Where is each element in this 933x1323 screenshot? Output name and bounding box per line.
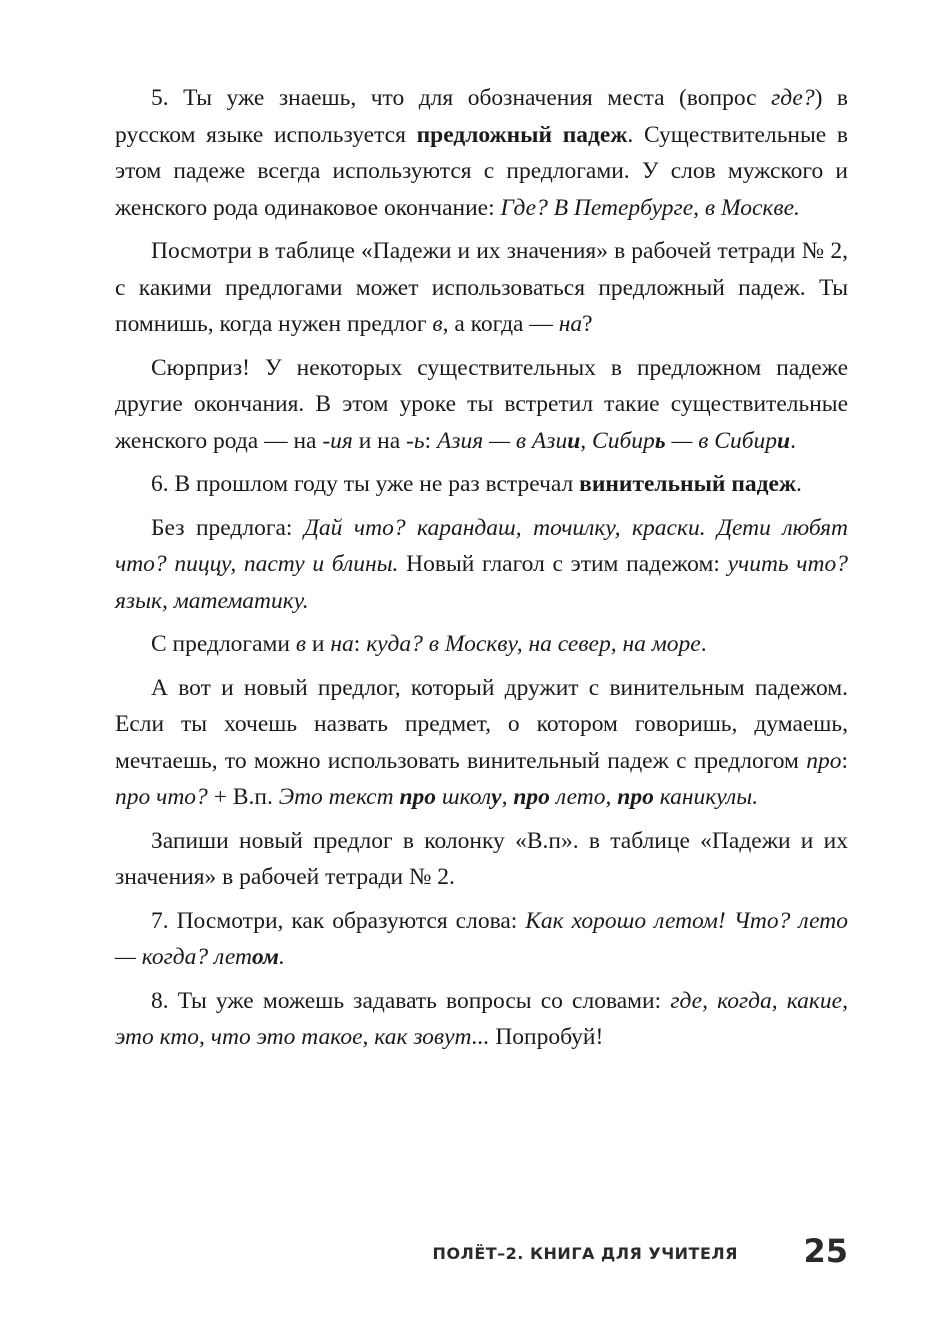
text-run: , а когда — (442, 311, 559, 337)
text-run: : (424, 427, 438, 454)
text-run: Как хорошо летом! Что? лето — когда? лет (115, 907, 848, 970)
text-run: -ь (406, 427, 425, 454)
text-run: Сюрприз! У некоторых существительных в предложном падеже другие окончания. В этом уроке ты встретил такие существительные женского рода — на (115, 354, 848, 454)
text-run: Посмотри в таблице «Падежи и их значения» в рабочей тетради № 2, с какими предлогами может использоваться предложный падеж. Ты помнишь, когда нужен предлог (115, 238, 848, 337)
text-run: винительный падеж (579, 471, 796, 497)
text-run: и (777, 427, 791, 454)
text-run: ) в русском языке используется (115, 85, 849, 148)
text-run: в (295, 631, 307, 657)
paragraph (115, 823, 848, 896)
text-run: . (278, 944, 285, 970)
text-run: Попробуй! (489, 1024, 604, 1050)
text-run: , Си (580, 427, 620, 454)
text-run: где? (771, 85, 815, 111)
text-run: ом (251, 944, 279, 970)
text-run: и (306, 631, 331, 657)
text-run: 6. В прошлом году ты уже не раз встречал (151, 471, 580, 497)
text-run: про (617, 784, 654, 810)
text-run: на (558, 311, 583, 337)
text-run: — в Сибир (665, 427, 778, 454)
text-run: ? (582, 311, 593, 337)
text-run: А вот и новый предлог, который дружит с винительным падежом. Если ты хочешь назвать предмет, о котором говоришь, думаешь, мечтаешь, то можно использовать винительный падеж с предлогом (115, 674, 848, 774)
text-run: Это текст (278, 784, 400, 810)
paragraph (115, 626, 848, 663)
page-number: 25 (803, 1232, 848, 1270)
paragraph (115, 350, 848, 460)
text-run: . (790, 427, 796, 454)
paragraph (115, 80, 848, 226)
text-run: Новый глагол с этим падежом: (398, 551, 728, 577)
paragraph (115, 983, 848, 1056)
paragraph (115, 670, 848, 816)
text-run: лето, (549, 784, 618, 810)
paragraph (115, 233, 848, 343)
text-run: -ия (322, 427, 353, 454)
text-run: и (567, 427, 581, 454)
text-run: в (432, 311, 443, 337)
text-run: Дай что? карандаш, точилку, краски. Дети любят что? пиццу, пасту и блины. (115, 514, 848, 577)
paragraph (115, 510, 848, 620)
text-run: 8. Ты уже можешь задавать вопросы со словами: (151, 987, 671, 1014)
page-footer (115, 1232, 848, 1272)
text-run: предложный падеж (416, 121, 628, 148)
text-run: у (491, 784, 502, 810)
text-run: каникулы. (653, 784, 759, 810)
text-run: Где? В Петербурге, в Москве. (500, 194, 800, 221)
text-run: про (513, 784, 550, 810)
text-run: . (700, 631, 707, 657)
text-run: . (796, 471, 802, 497)
text-run: учить что? язык, математику. (115, 551, 848, 614)
text-run: про (399, 784, 437, 810)
text-run: куда? в Москву, на север, на море (366, 631, 701, 657)
text-run: С предлогами (151, 631, 296, 657)
text-run: + В.п. (207, 784, 279, 810)
text-run: про (806, 747, 842, 774)
paragraph (115, 466, 848, 503)
text-run: и на (352, 427, 407, 454)
text-run: где, когда, какие, это кто, что это такое, как зовут... (115, 987, 848, 1050)
text-run: . Существительные в этом падеже всегда используются с предлогами. У слов мужского и женского рода одинаковое окончание: (115, 121, 848, 221)
text-run: Без предлога: (151, 514, 304, 541)
text-run: , (501, 784, 514, 810)
text-run: Запиши новый предлог в колонку «В.п». в таблице «Падежи и их значения» в рабочей тетради № 2. (115, 827, 848, 890)
text-run: Азия — в Ази (437, 427, 568, 454)
running-title: ПОЛЁТ–2. КНИГА ДЛЯ УЧИТЕЛЯ (432, 1244, 738, 1263)
text-run: 5. Ты уже знаешь, что для обозначения места (вопрос (151, 85, 772, 111)
text-run: 7. Посмотри, как образуются слова: (151, 907, 526, 934)
text-run: на (330, 631, 354, 657)
page-body-text (115, 80, 848, 1063)
text-run: школ (436, 784, 492, 810)
text-run: бир (619, 427, 655, 454)
text-run: : (353, 631, 367, 657)
text-run: про что? (115, 784, 208, 810)
text-run: ь (654, 427, 666, 454)
text-run: : (841, 747, 848, 774)
paragraph (115, 903, 848, 976)
